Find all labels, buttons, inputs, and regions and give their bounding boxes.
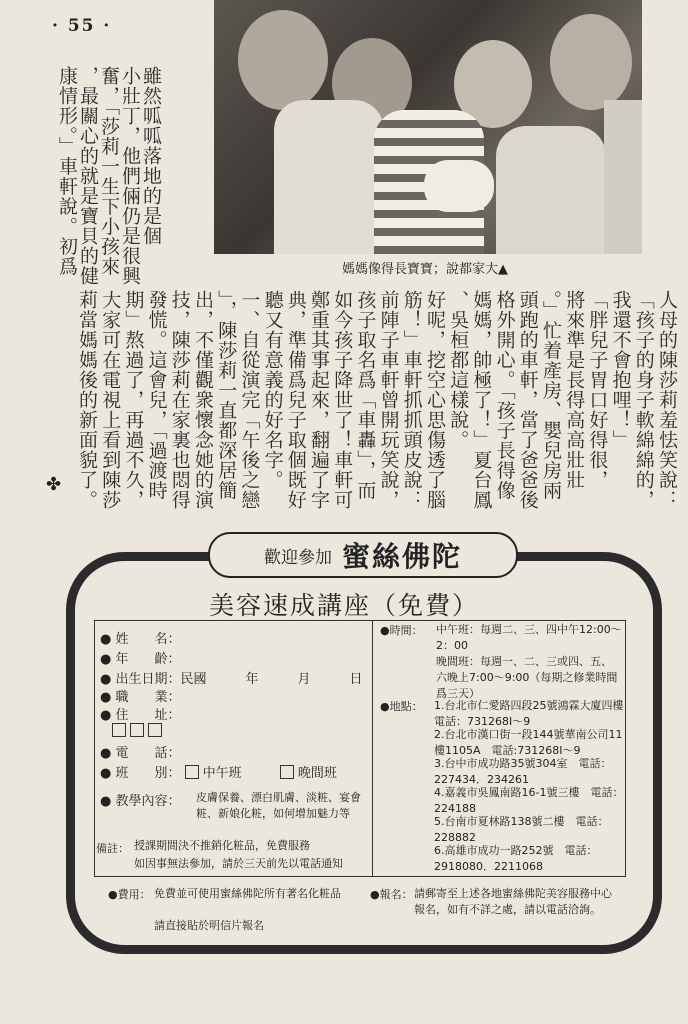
- location-item: 3.台中市成功路35號304室 電話：227434．234261: [434, 757, 612, 786]
- form-class: [100, 762, 337, 781]
- article-column: 康情形。」車軒說。初爲: [56, 66, 78, 277]
- time-noon: 中午班：每週二、三、四中午12:00～2：00: [436, 623, 622, 652]
- class-noon-label: 中午班: [202, 766, 242, 781]
- signup-label: ●報名：: [370, 888, 413, 901]
- article-column: 筋！」車軒抓抓頭皮說：: [400, 290, 423, 510]
- page-number: · 55 ·: [52, 16, 112, 36]
- form-note-2: 如因事無法參加，請於三天前先以電話通知: [134, 857, 343, 870]
- article-column: 技，陳莎莉在家裏也悶得: [168, 290, 191, 510]
- postal-code-boxes: [112, 723, 166, 739]
- form-address: ● 住 址：: [100, 708, 181, 723]
- article-column: 一、自從演完「午後之戀: [238, 290, 261, 510]
- article-column: 「胖兒子胃口好得很，: [586, 290, 609, 490]
- article-column: ，最關心的就是寶貝的健: [77, 66, 99, 286]
- form-class-label: ● 班 別：: [100, 766, 181, 781]
- location-label: ●地點：: [380, 700, 423, 713]
- form-birth: ● 出生日期：民國 年 月 日: [100, 672, 363, 687]
- time-night: 晚間班：每週一、二、三或四、五、六晚上7:00～9:00（每期之修業時間爲三天）: [436, 655, 618, 700]
- class-night-checkbox: [280, 765, 294, 779]
- article-column: 小壯丁，他們倆仍是很興: [119, 66, 141, 286]
- postal-box: [148, 723, 162, 737]
- article-column: 莉當媽媽後的新面貌了。: [76, 290, 98, 510]
- postal-box: [112, 723, 126, 737]
- article-column: 聽又有意義的好名字。: [261, 290, 284, 490]
- ad-form-divider: [372, 620, 373, 877]
- ad-header: [208, 532, 518, 578]
- form-job: ● 職 業：: [100, 690, 181, 705]
- end-mark-icon: ✤: [46, 474, 62, 495]
- location-item: 2.台北市漢口街一段144號華南公司11樓1105A 電話:731268I～9: [434, 728, 623, 757]
- photo-caption: 媽媽像得長寶寶；說都家大▲: [342, 262, 508, 277]
- article-column: 媽媽，帥極了！」夏台鳳: [470, 290, 493, 510]
- location-item: 1.台北市仁愛路四段25號鴻霖大廈四樓 電話：731268I～9: [434, 699, 635, 728]
- ad-welcome: 歡迎參加: [263, 547, 332, 568]
- article-column: 」，陳莎莉一直都深居簡: [215, 290, 238, 501]
- form-content-text: 皮膚保養、漂白肌膚、淡粧、宴會粧、新娘化粧，如何增加魅力等: [196, 791, 361, 820]
- ad-brand: 蜜絲佛陀: [341, 540, 462, 573]
- article-column: 、吳桓都這樣說。: [447, 290, 470, 450]
- class-night-label: 晚間班: [297, 766, 337, 781]
- fee-text: 免費並可使用蜜絲佛陀所有著名化粧品: [154, 887, 341, 900]
- location-item: 4.嘉義市吳鳳南路16-1號三樓 電話：224188: [434, 786, 624, 815]
- signup-text: 請郵寄至上述各地蜜絲佛陀美容服務中心報名，如有不詳之處，請以電話洽詢。: [414, 887, 612, 916]
- family-photo: [214, 0, 642, 254]
- form-age: ● 年 齡：: [100, 652, 181, 667]
- form-content-label: ● 教學內容：: [100, 794, 181, 809]
- ad-title: 美容速成講座（免費）: [208, 591, 479, 620]
- fee-text-2: 請直接貼於明信片報名: [154, 919, 264, 932]
- article-column: 人母的陳莎莉羞怯笑說：: [656, 290, 678, 510]
- form-phone: ● 電 話：: [100, 746, 181, 761]
- time-label: ●時間：: [380, 624, 423, 637]
- article-column: 奮，「莎莉一生下小孩來: [98, 66, 120, 277]
- location-item: 6.高雄市成功一路252號 電話：2918080．2211068: [434, 844, 598, 873]
- article-column: 我還不會抱哩！」: [609, 290, 632, 450]
- article-column: 鄭重其事起來，翻遍了字: [308, 290, 330, 510]
- article-column: 將來準是長得高高壯壯: [563, 290, 586, 490]
- article-column: 出，不僅觀衆懷念她的演: [192, 290, 214, 510]
- form-note-1: 授課期間決不推銷化粧品，免費服務: [134, 839, 310, 852]
- article-column: 雖然呱呱落地的是個: [140, 66, 162, 246]
- article-column: 「孩子的身子軟綿綿的，: [632, 290, 655, 510]
- fee-label: ●費用：: [108, 888, 151, 901]
- article-column: 。」忙着產房、嬰兒房兩: [540, 290, 562, 501]
- article-column: 大家可在電視上看到陳莎: [99, 290, 122, 510]
- form-name: ● 姓 名：: [100, 632, 181, 647]
- article-column: 孩子取名爲「車轟」，而: [354, 290, 377, 501]
- article-column: 頭跑的車軒，當了爸爸後: [516, 290, 539, 510]
- article-column: 期」熬過了，再過不久，: [122, 290, 145, 510]
- postal-box: [130, 723, 144, 737]
- article-column: 典，準備爲兒子取個既好: [284, 290, 307, 510]
- article-column: 發慌。這會兒，「過渡時: [145, 290, 168, 501]
- article-column: 格外開心。「孩子長得像: [493, 290, 516, 501]
- location-item: 5.台南市夏林路138號二樓 電話：228882: [434, 815, 609, 844]
- article-column: 前陣子車軒曾開玩笑說，: [377, 290, 400, 510]
- form-note-label: 備註：: [96, 842, 129, 855]
- article-column: 好呢，挖空心思傷透了腦: [424, 290, 446, 510]
- article-column: 如今孩子降世了！車軒可: [331, 290, 354, 510]
- class-noon-checkbox: [185, 765, 199, 779]
